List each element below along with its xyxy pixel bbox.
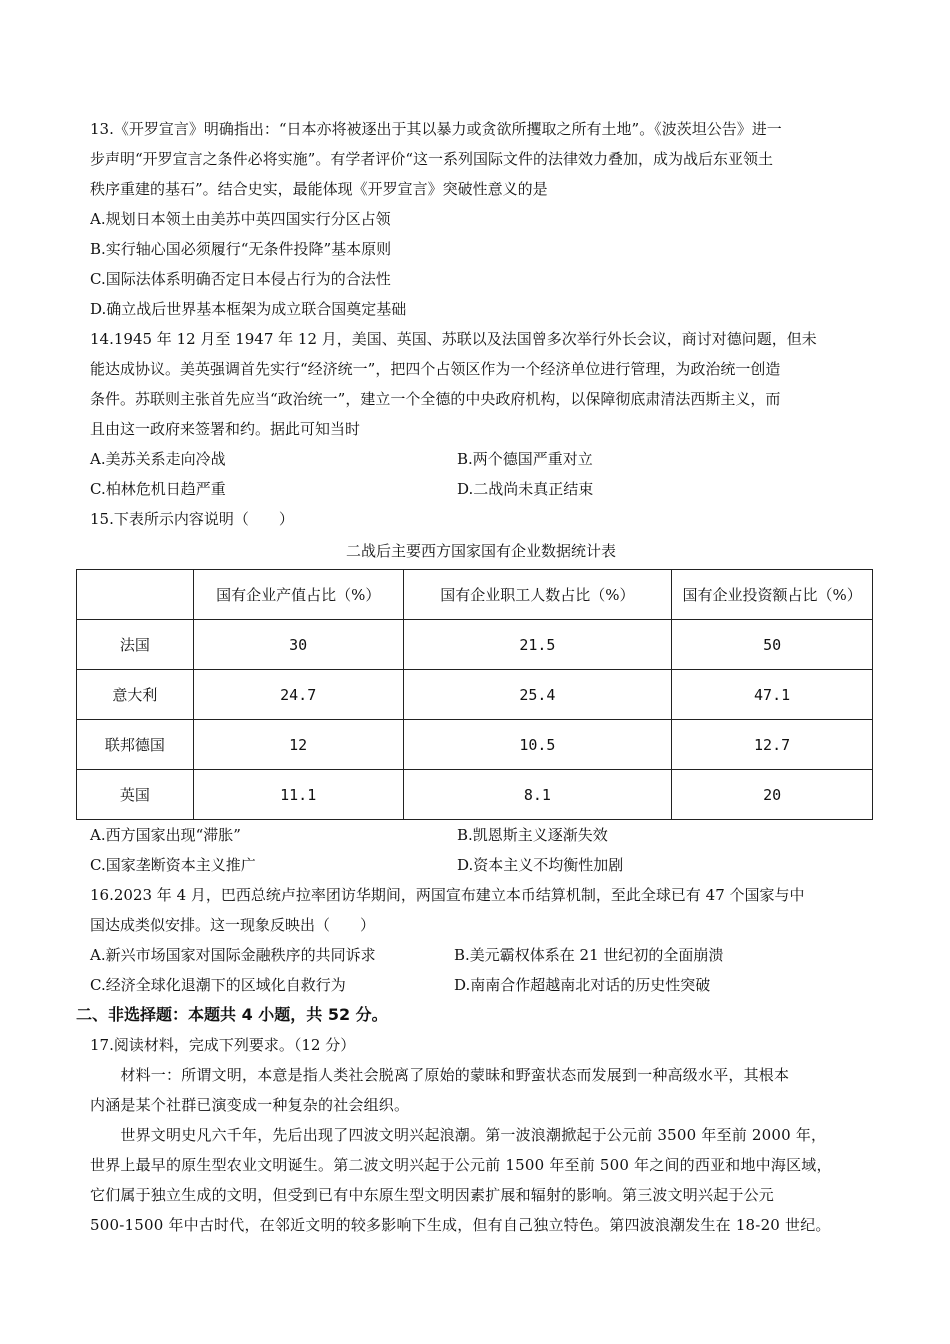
question-stem-line: 能达成协议。美英强调首先实行“经济统一”，把四个占领区作为一个经济单位进行管理，为政治统一创造 (90, 360, 781, 378)
table-cell: 25.4 (403, 670, 672, 720)
options-row (90, 820, 872, 850)
option-c: C.国家垄断资本主义推广 (90, 856, 256, 874)
table-cell: 24.7 (193, 670, 403, 720)
table-cell: 12.7 (672, 720, 873, 770)
question-stem-line: 13.《开罗宣言》明确指出：“日本亦将被逐出于其以暴力或贪欲所攫取之所有土地”。《波茨坦公告》进一 (90, 120, 782, 138)
option-b: B.凯恩斯主义逐渐失效 (457, 826, 608, 844)
material-line: 它们属于独立生成的文明，但受到已有中东原生型文明因素扩展和辐射的影响。第三波文明兴起于公元 (90, 1186, 775, 1204)
question-13 (90, 114, 872, 324)
table-header-cell: 国有企业职工人数占比（%） (403, 570, 672, 620)
option-b: B.两个德国严重对立 (457, 450, 593, 468)
option-b: B.实行轴心国必须履行“无条件投降”基本原则 (90, 240, 392, 258)
option-d: D.二战尚未真正结束 (457, 480, 594, 498)
question-stem-line: 步声明“开罗宣言之条件必将实施”。有学者评价“这一系列国际文件的法律效力叠加，成为战后东亚领土 (90, 150, 774, 168)
question-stem-line: 条件。苏联则主张首先应当“政治统一”，建立一个全德的中央政府机构，以保障彻底肃清法西斯主义，而 (90, 390, 781, 408)
question-stem-line: 秩序重建的基石”。结合史实，最能体现《开罗宣言》突破性意义的是 (90, 180, 548, 198)
question-stem-line: 16.2023 年 4 月，巴西总统卢拉率团访华期间，两国宣布建立本币结算机制，至此全球已有 47 个国家与中 (90, 886, 805, 904)
option-c: C.经济全球化退潮下的区域化自救行为 (90, 976, 346, 994)
section-heading: 二、非选择题：本题共 4 小题，共 52 分。 (76, 1005, 388, 1024)
material-line: 世界文明史凡六千年，先后出现了四波文明兴起浪潮。第一波浪潮掀起于公元前 3500 年至前 2000 年， (90, 1126, 827, 1144)
options-row (90, 444, 872, 474)
question-stem-line: 15.下表所示内容说明（ ） (90, 510, 294, 528)
options-row (90, 474, 872, 504)
question-16 (90, 880, 872, 1000)
table-cell: 21.5 (403, 620, 672, 670)
table-cell: 11.1 (193, 770, 403, 820)
table-cell: 47.1 (672, 670, 873, 720)
material-line: 500-1500 年中古时代，在邻近文明的较多影响下生成，但有自己独立特色。第四波浪潮发生在 18-20 世纪。 (90, 1216, 831, 1234)
table-row (77, 670, 873, 720)
table-header-cell: 国有企业投资额占比（%） (672, 570, 873, 620)
table-cell: 30 (193, 620, 403, 670)
table-header-cell (77, 570, 194, 620)
table-row (77, 720, 873, 770)
question-stem-line: 且由这一政府来签署和约。据此可知当时 (90, 420, 361, 438)
table-row (77, 620, 873, 670)
table-cell-country: 意大利 (77, 670, 194, 720)
option-c: C.柏林危机日趋严重 (90, 480, 226, 498)
table-cell: 50 (672, 620, 873, 670)
question-stem-line: 国达成类似安排。这一现象反映出（ ） (90, 916, 376, 934)
question-stem-line: 14.1945 年 12 月至 1947 年 12 月，美国、英国、苏联以及法国曾多次举行外长会议，商讨对德问题，但未 (90, 330, 817, 348)
option-a: A.西方国家出现“滞胀” (90, 826, 241, 844)
statistics-table (76, 569, 873, 820)
table-cell: 20 (672, 770, 873, 820)
table-cell: 12 (193, 720, 403, 770)
options-row (90, 970, 872, 1000)
material-line: 内涵是某个社群已演变成一种复杂的社会组织。 (90, 1096, 410, 1114)
option-a: A.规划日本领土由美苏中英四国实行分区占领 (90, 210, 391, 228)
material-line: 材料一：所谓文明，本意是指人类社会脱离了原始的蒙昧和野蛮状态而发展到一种高级水平，其根本 (90, 1066, 790, 1084)
question-17 (90, 1030, 872, 1240)
table-row (77, 770, 873, 820)
table-cell-country: 英国 (77, 770, 194, 820)
option-d: D.南南合作超越南北对话的历史性突破 (454, 976, 711, 994)
options-row (90, 940, 872, 970)
table-cell: 8.1 (403, 770, 672, 820)
table-title: 二战后主要西方国家国有企业数据统计表 (345, 542, 616, 560)
table-cell: 10.5 (403, 720, 672, 770)
question-stem-line: 17.阅读材料，完成下列要求。（12 分） (90, 1036, 356, 1054)
table-header-cell: 国有企业产值占比（%） (193, 570, 403, 620)
option-a: A.新兴市场国家对国际金融秩序的共同诉求 (90, 946, 376, 964)
option-c: C.国际法体系明确否定日本侵占行为的合法性 (90, 270, 391, 288)
question-15 (90, 504, 872, 880)
option-b: B.美元霸权体系在 21 世纪初的全面崩溃 (454, 946, 724, 964)
material-line: 世界上最早的原生型农业文明诞生。第二波文明兴起于公元前 1500 年至前 500 年之间的西亚和地中海区域， (90, 1156, 832, 1174)
table-header-row (77, 570, 873, 620)
question-14 (90, 324, 872, 504)
option-d: D.资本主义不均衡性加剧 (457, 856, 624, 874)
options-row (90, 850, 872, 880)
table-cell-country: 联邦德国 (77, 720, 194, 770)
table-cell-country: 法国 (77, 620, 194, 670)
option-d: D.确立战后世界基本框架为成立联合国奠定基础 (90, 300, 407, 318)
option-a: A.美苏关系走向冷战 (90, 450, 226, 468)
